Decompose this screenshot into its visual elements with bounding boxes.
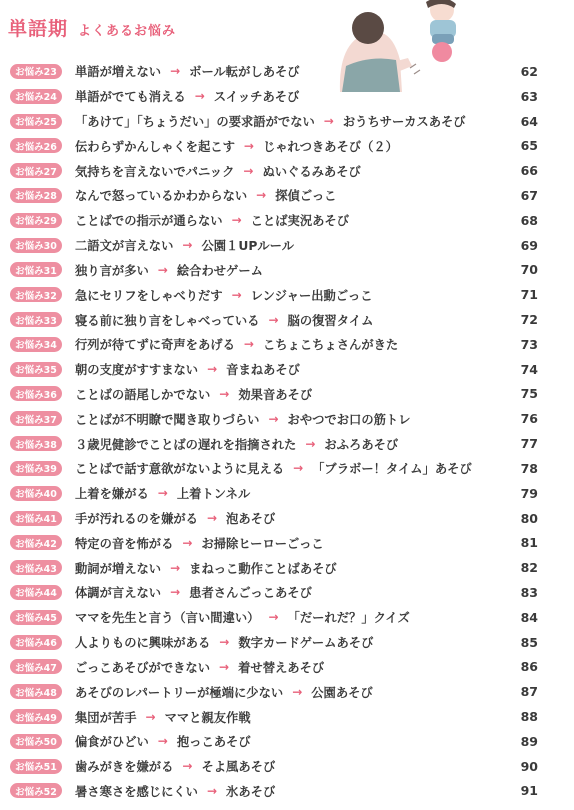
toc-row[interactable] <box>0 332 574 357</box>
problem-number-badge: お悩み26 <box>10 138 62 153</box>
problem-text: 暑さ寒さを感じにくい <box>75 784 198 799</box>
toc-entry-text <box>75 211 349 229</box>
problem-text: 独り言が多い <box>75 263 149 278</box>
play-text: おやつでお口の筋トレ <box>287 412 411 427</box>
toc-row[interactable] <box>0 530 574 555</box>
problem-number-badge: お悩み37 <box>10 411 62 426</box>
toc-entry-text <box>75 732 251 750</box>
toc-row[interactable] <box>0 704 574 729</box>
page-number: 81 <box>520 535 538 551</box>
problem-number-badge: お悩み42 <box>10 535 62 550</box>
page-number: 91 <box>520 783 538 799</box>
toc-row[interactable] <box>0 357 574 382</box>
problem-number-badge: お悩み45 <box>10 610 62 625</box>
arrow-icon: → <box>231 287 242 302</box>
arrow-icon: → <box>170 585 181 600</box>
problem-number-badge: お悩み44 <box>10 585 62 600</box>
problem-number-badge: お悩み35 <box>10 362 62 377</box>
toc-entry-text <box>75 683 373 701</box>
play-text: ママと親友作戦 <box>164 710 251 725</box>
problem-number-badge: お悩み49 <box>10 709 62 724</box>
toc-row[interactable] <box>0 382 574 407</box>
toc-row[interactable] <box>0 183 574 208</box>
arrow-icon: → <box>207 362 218 377</box>
play-text: じゃれつきあそび（２） <box>262 139 398 154</box>
problem-text: 動詞が増えない <box>75 561 162 576</box>
play-text: そよ風あそび <box>201 760 276 775</box>
toc-entry-text <box>75 633 373 651</box>
arrow-icon: → <box>219 659 230 674</box>
toc-entry-text <box>75 459 472 477</box>
play-text: 脳の復習タイム <box>287 313 374 328</box>
page-number: 72 <box>520 312 538 328</box>
toc-row[interactable] <box>0 307 574 332</box>
toc-row[interactable] <box>0 84 574 109</box>
arrow-icon: → <box>157 262 168 277</box>
arrow-icon: → <box>170 64 181 79</box>
arrow-icon: → <box>292 684 303 699</box>
page-number: 70 <box>520 262 538 278</box>
toc-list <box>0 59 574 803</box>
play-text: 「ブラボー！タイム」あそび <box>312 462 472 477</box>
problem-number-badge: お悩み31 <box>10 262 62 277</box>
toc-entry-text <box>75 757 275 775</box>
arrow-icon: → <box>182 759 193 774</box>
play-text: おふろあそび <box>324 437 399 452</box>
play-text: 泡あそび <box>226 512 276 527</box>
problem-text: 単語がでても消える <box>75 90 186 105</box>
page-number: 74 <box>520 361 538 377</box>
page-number: 78 <box>520 460 538 476</box>
play-text: 抱っこあそび <box>176 735 251 750</box>
problem-text: 行列が待てずに奇声をあげる <box>75 338 235 353</box>
problem-text: あそびのレパートリーが極端に少ない <box>75 685 284 700</box>
play-text: ぬいぐるみあそび <box>262 164 361 179</box>
toc-row[interactable] <box>0 679 574 704</box>
page-number: 65 <box>520 138 538 154</box>
toc-entry-text <box>75 583 312 601</box>
page-number: 90 <box>520 758 538 774</box>
problem-number-badge: お悩み27 <box>10 163 62 178</box>
toc-entry-text <box>75 62 300 80</box>
toc-entry-text <box>75 484 250 502</box>
arrow-icon: → <box>170 560 181 575</box>
play-text: 数字カードゲームあそび <box>238 636 374 651</box>
problem-number-badge: お悩み46 <box>10 635 62 650</box>
play-text: 音まねあそび <box>226 363 300 378</box>
problem-text: 歯みがきを嫌がる <box>75 760 174 775</box>
problem-text: 伝わらずかんしゃくを起こす <box>75 139 235 154</box>
play-text: 着せ替えあそび <box>238 660 325 675</box>
toc-entry-text <box>75 708 251 726</box>
toc-row[interactable] <box>0 580 574 605</box>
problem-text: 単語が増えない <box>75 65 162 80</box>
problem-text: なんで怒っているかわからない <box>75 189 248 204</box>
problem-text: ごっこあそびができない <box>75 660 211 675</box>
problem-text: 特定の音を怖がる <box>75 536 174 551</box>
toc-row[interactable] <box>0 133 574 158</box>
problem-number-badge: お悩み24 <box>10 89 62 104</box>
play-text: 効果音あそび <box>238 387 313 402</box>
page-number: 89 <box>520 733 538 749</box>
toc-row[interactable] <box>0 233 574 258</box>
problem-text: 人よりものに興味がある <box>75 636 211 651</box>
play-text: ことば実況あそび <box>250 214 350 229</box>
toc-row[interactable] <box>0 754 574 779</box>
arrow-icon: → <box>206 511 218 526</box>
toc-row[interactable] <box>0 605 574 630</box>
toc-row[interactable] <box>0 208 574 233</box>
page-number: 62 <box>520 63 538 79</box>
toc-entry-text <box>75 311 373 329</box>
page-number: 71 <box>520 287 538 303</box>
child-figure <box>426 0 456 44</box>
toc-entry-text <box>75 410 411 428</box>
problem-text: 急にセリフをしゃべりだす <box>75 288 223 303</box>
chapter-title: 単語期 <box>8 18 69 40</box>
problem-text: 手が汚れるのを嫌がる <box>75 512 198 527</box>
problem-number-badge: お悩み28 <box>10 188 62 203</box>
arrow-icon: → <box>231 213 242 228</box>
page-number: 66 <box>520 163 538 179</box>
page-number: 73 <box>520 336 538 352</box>
page-number: 86 <box>520 659 538 675</box>
play-text: 探偵ごっこ <box>275 189 337 204</box>
toc-row[interactable] <box>0 506 574 531</box>
play-text: まねっこ動作ことばあそび <box>189 561 337 576</box>
arrow-icon: → <box>305 436 316 451</box>
problem-text: ３歳児健診でことばの遅れを指摘された <box>75 437 297 452</box>
toc-entry-text <box>75 137 398 155</box>
page-number: 77 <box>520 436 538 452</box>
problem-number-badge: お悩み23 <box>10 64 62 79</box>
problem-number-badge: お悩み30 <box>10 238 62 253</box>
toc-row[interactable] <box>0 431 574 456</box>
toc-entry-text <box>75 360 300 378</box>
page-number: 68 <box>520 212 538 228</box>
toc-row[interactable] <box>0 109 574 134</box>
problem-text: 寝る前に独り言をしゃべっている <box>75 313 260 328</box>
problem-number-badge: お悩み32 <box>10 287 62 302</box>
play-text: ボール転がしあそび <box>189 65 300 80</box>
play-text: 絵合わせゲーム <box>176 263 263 278</box>
problem-text: ことばで話す意欲がないように見える <box>75 462 285 477</box>
page-number: 85 <box>520 634 538 650</box>
page-number: 79 <box>520 485 538 501</box>
problem-text: 「あけて」「ちょうだい」の要求語がでない <box>75 115 315 130</box>
toc-entry-text <box>75 385 312 403</box>
page-number: 67 <box>520 187 538 203</box>
play-text: 氷あそび <box>226 784 276 799</box>
arrow-icon: → <box>219 635 230 650</box>
toc-row[interactable] <box>0 779 574 804</box>
arrow-icon: → <box>219 386 230 401</box>
arrow-icon: → <box>256 188 267 203</box>
toc-row[interactable] <box>0 158 574 183</box>
problem-text: ママを先生と言う（言い間違い） <box>75 611 260 626</box>
problem-number-badge: お悩み41 <box>10 511 62 526</box>
page-number: 87 <box>520 684 538 700</box>
toc-row[interactable] <box>0 630 574 655</box>
arrow-icon: → <box>268 610 279 625</box>
page-number: 83 <box>520 584 538 600</box>
problem-number-badge: お悩み52 <box>10 783 62 798</box>
toc-entry-text <box>75 658 324 676</box>
page-number: 75 <box>520 386 538 402</box>
problem-text: ことばが不明瞭で聞き取りづらい <box>75 412 260 427</box>
toc-entry-text <box>75 286 373 304</box>
toc-entry-text <box>75 509 275 527</box>
toc-entry-text <box>75 162 361 180</box>
arrow-icon: → <box>243 337 254 352</box>
play-text: 公園あそび <box>311 685 373 700</box>
play-text: 「だーれだ？」クイズ <box>287 611 410 626</box>
problem-text: 上着を嫌がる <box>75 487 149 502</box>
page-number: 82 <box>520 560 538 576</box>
problem-number-badge: お悩み36 <box>10 386 62 401</box>
toc-entry-text <box>75 112 466 130</box>
toc-entry-text <box>75 236 294 254</box>
arrow-icon: → <box>157 486 168 501</box>
toc-entry-text <box>75 186 336 204</box>
arrow-icon: → <box>243 163 254 178</box>
play-text: こちょこちょさんがきた <box>262 338 399 353</box>
problem-number-badge: お悩み48 <box>10 684 62 699</box>
toc-entry-text <box>75 559 337 577</box>
play-text: スイッチあそび <box>213 90 300 105</box>
arrow-icon: → <box>268 312 279 327</box>
problem-text: 集団が苦手 <box>75 710 137 725</box>
page-number: 69 <box>520 237 538 253</box>
toc-row[interactable] <box>0 282 574 307</box>
problem-text: ことばでの指示が通らない <box>75 214 223 229</box>
play-text: 上着トンネル <box>176 487 251 502</box>
page-number: 88 <box>520 709 538 725</box>
page-number: 63 <box>520 88 538 104</box>
play-text: お掃除ヒーローごっこ <box>201 536 324 551</box>
problem-text: ことばの語尾しかでない <box>75 387 211 402</box>
toc-entry-text <box>75 534 324 552</box>
problem-number-badge: お悩み25 <box>10 114 62 129</box>
toc-entry-text <box>75 435 398 453</box>
play-text: 患者さんごっこあそび <box>189 586 312 601</box>
toc-entry-text <box>75 608 410 626</box>
arrow-icon: → <box>268 411 279 426</box>
problem-text: 体調が言えない <box>75 586 162 601</box>
toc-row[interactable] <box>0 59 574 84</box>
play-text: レンジャー出動ごっこ <box>250 288 373 303</box>
arrow-icon: → <box>323 114 334 129</box>
arrow-icon: → <box>206 783 218 798</box>
toc-row[interactable] <box>0 481 574 506</box>
arrow-icon: → <box>157 734 168 749</box>
play-text: おうちサーカスあそび <box>342 115 466 130</box>
problem-text: 気持ちを言えないでパニック <box>75 164 235 179</box>
problem-number-badge: お悩み39 <box>10 461 62 476</box>
arrow-icon: → <box>293 461 304 476</box>
toc-entry-text <box>75 335 398 353</box>
problem-text: 朝の支度がすすまない <box>75 363 199 378</box>
arrow-icon: → <box>194 89 205 104</box>
toc-row[interactable] <box>0 729 574 754</box>
arrow-icon: → <box>182 238 193 253</box>
toc-entry-text <box>75 87 299 105</box>
problem-number-badge: お悩み29 <box>10 213 62 228</box>
problem-number-badge: お悩み51 <box>10 759 62 774</box>
toc-row[interactable] <box>0 258 574 283</box>
problem-number-badge: お悩み50 <box>10 734 62 749</box>
toc-entry-text <box>75 782 275 800</box>
page-number: 80 <box>520 510 538 526</box>
toc-row[interactable] <box>0 406 574 431</box>
toc-entry-text <box>75 261 263 279</box>
chapter-subtitle: よくあるお悩み <box>78 24 177 39</box>
toc-row[interactable] <box>0 456 574 481</box>
problem-number-badge: お悩み38 <box>10 436 62 451</box>
problem-number-badge: お悩み43 <box>10 560 62 575</box>
page-number: 84 <box>520 609 538 625</box>
page-number: 64 <box>520 113 538 129</box>
toc-row[interactable] <box>0 555 574 580</box>
problem-number-badge: お悩み34 <box>10 337 62 352</box>
problem-number-badge: お悩み40 <box>10 486 62 501</box>
arrow-icon: → <box>243 138 254 153</box>
problem-text: 二語文が言えない <box>75 239 174 254</box>
page-header <box>8 14 176 44</box>
problem-text: 偏食がひどい <box>75 735 149 750</box>
arrow-icon: → <box>182 535 193 550</box>
problem-number-badge: お悩み47 <box>10 659 62 674</box>
problem-number-badge: お悩み33 <box>10 312 62 327</box>
play-text: 公園１UPルール <box>201 239 294 254</box>
toc-row[interactable] <box>0 655 574 680</box>
arrow-icon: → <box>145 709 156 724</box>
page-number: 76 <box>520 411 538 427</box>
